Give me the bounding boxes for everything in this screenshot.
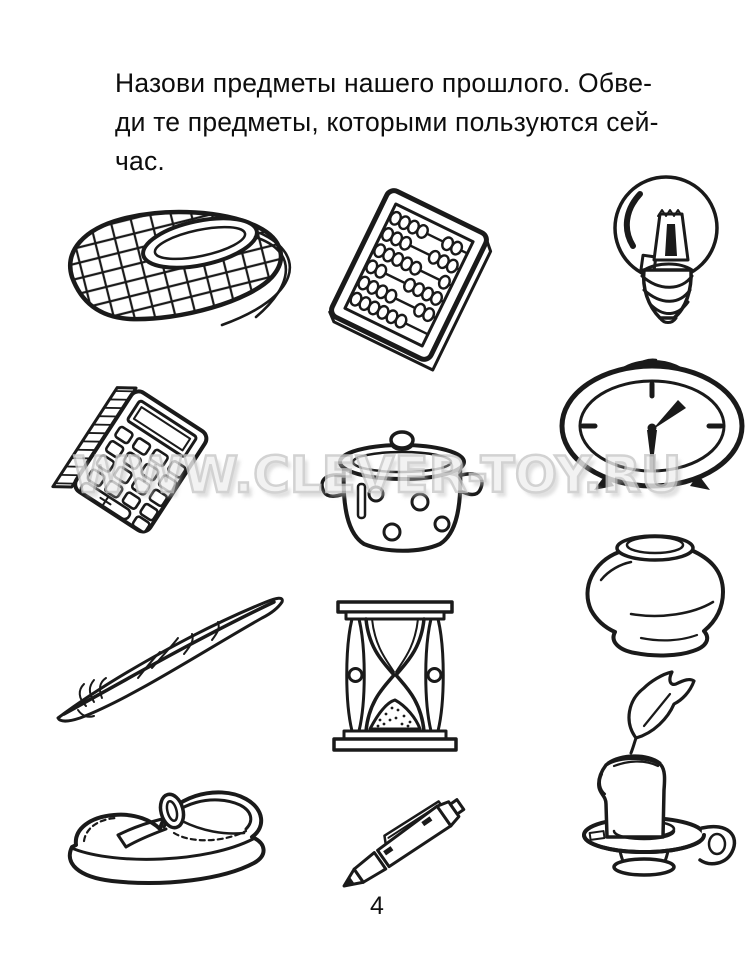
figure-sandal — [56, 755, 274, 893]
instruction-line-1: Назови предметы нашего прошлого. Обве- — [115, 68, 653, 98]
quill-feather-icon — [42, 590, 292, 728]
sandal-icon — [56, 755, 274, 893]
ballpoint-pen-icon — [332, 770, 488, 900]
instruction-text — [115, 64, 675, 181]
watermark-text: WWW.CLEVER-TOY.RU — [72, 446, 682, 504]
figure-abacus — [302, 186, 517, 364]
figure-candle — [550, 670, 746, 875]
figure-calculator — [58, 382, 268, 537]
clay-pot-icon — [573, 520, 737, 660]
figure-light-bulb — [598, 170, 738, 328]
abacus-icon — [302, 186, 517, 364]
figure-ballpoint-pen — [332, 770, 488, 900]
hourglass-icon — [322, 596, 468, 754]
figure-clay-pot — [573, 520, 737, 660]
figure-alarm-clock — [556, 350, 748, 490]
alarm-clock-icon — [556, 350, 748, 490]
figure-hourglass — [322, 596, 468, 754]
candle-icon — [550, 670, 746, 875]
figure-saucepan — [314, 422, 489, 560]
light-bulb-icon — [598, 170, 738, 328]
instruction-line-3: час. — [115, 146, 165, 176]
figure-bast-shoe — [50, 185, 300, 340]
bast-shoe-icon — [50, 185, 300, 340]
instruction-line-2: ди те предметы, которыми пользуются сей- — [115, 107, 659, 137]
calculator-icon — [58, 382, 268, 537]
page-number: 4 — [370, 892, 384, 920]
saucepan-icon — [314, 422, 489, 560]
figure-quill-feather — [42, 590, 292, 728]
